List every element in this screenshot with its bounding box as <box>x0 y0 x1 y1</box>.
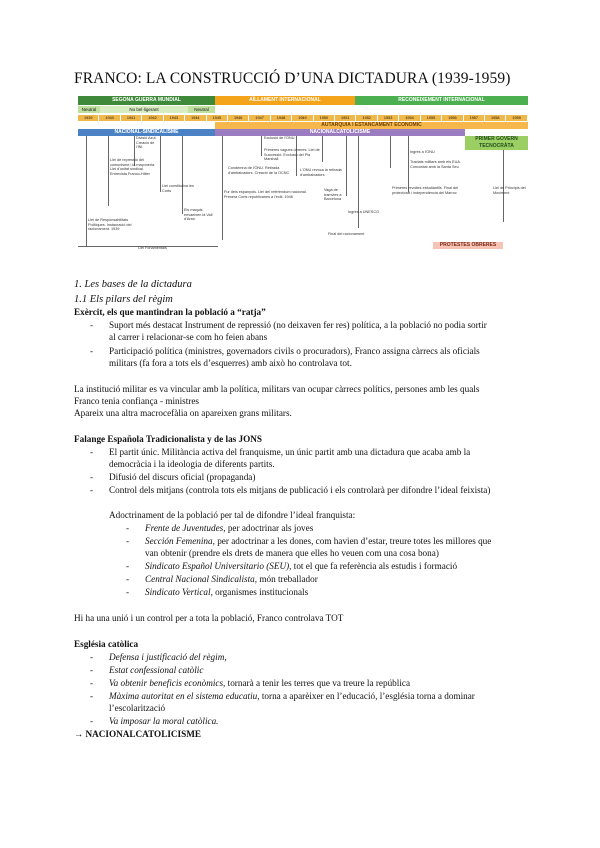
year-label: 1943 <box>164 115 185 121</box>
list-dash: - <box>90 716 94 726</box>
year-label: 1941 <box>121 115 142 121</box>
sub-list-item: Sindicato Vertical, organismes institucionals <box>145 587 309 597</box>
note: Llei de Responsabilitats Polítiques. Instauració del racionament. 1939 <box>88 218 132 232</box>
list-dash: - <box>90 320 94 330</box>
list-item: Màxima autoritat en el sistema educatiu, torna a aparèixer en l’educació, l’església torna a dominar <box>109 691 475 701</box>
note: Llei Fonamentals <box>138 246 167 250</box>
paragraph: Adoctrinament de la població per tal de difondre l’ideal franquista: <box>109 510 356 520</box>
year-label: 1945 <box>207 115 228 121</box>
list-dash: - <box>90 665 94 675</box>
sub-list-item: Sindicato Español Universitario (SEU), tot el que fa referència als estudis i formació <box>145 561 458 571</box>
year-label: 1944 <box>185 115 206 121</box>
list-dash: - <box>126 574 130 584</box>
year-label: 1946 <box>228 115 249 121</box>
list-dash: - <box>90 691 94 701</box>
sub-list-item: Sección Femenina, per adoctrinar a les dones, com havien d’estar, treure totes les millores que <box>145 536 492 546</box>
year-label: 1957 <box>464 115 485 121</box>
falange-heading: Falange Española Tradicionalista y de las JONS <box>74 434 263 444</box>
note: Vaga de tramvies a Barcelona <box>324 188 342 202</box>
sub-neutral-2: Neutral <box>188 106 215 113</box>
list-item: militars (fa fora a tots els d’esquerres) amb això ho controlava tot. <box>109 358 352 368</box>
list-item: Va imposar la moral catòlica. <box>109 716 219 726</box>
timeline-figure <box>78 96 528 254</box>
list-dash: - <box>90 652 94 662</box>
year-label: 1949 <box>292 115 313 121</box>
paragraph: Hi ha una unió i un control per a tota la població, Franco controlava TOT <box>74 613 344 623</box>
note: Primeres vagues obreres. Llei de Successió. Exclusió del Pla Marshall <box>264 148 320 162</box>
list-item: democràcia i la ideologia de diferents partits. <box>109 459 275 469</box>
list-item: Participació política (ministres, governadors civils o procuradors), Franco assigna càrrecs als oficials <box>109 346 480 356</box>
sub-neutral-1: Neutral <box>78 106 100 113</box>
year-label: 1951 <box>335 115 356 121</box>
note: L'ONU revoca la retirada d'ambaixadors <box>300 168 342 177</box>
band-isolation: AÏLLAMENT INTERNACIONAL <box>215 96 355 105</box>
note: Tractats militars amb els EUA. Concordat amb la Santa Seu <box>410 160 461 169</box>
note: Ingrés a UNESCO <box>348 210 380 214</box>
list-dash: - <box>90 485 94 495</box>
note: Ingrés a l'ONU <box>410 150 435 154</box>
paragraph: Apareix una altra macrocefàlia on apareixen grans militars. <box>74 408 292 418</box>
exercit-heading: Exèrcit, els que mantindran la població a “ratja” <box>74 307 266 317</box>
year-label: 1952 <box>356 115 377 121</box>
band-nacionalcatolicisme: NACIONALCATOLICISME <box>215 129 465 136</box>
band-autarky: AUTARQUIA I ESTANCAMENT ECONÒMIC <box>215 122 528 129</box>
list-dash: - <box>126 536 130 546</box>
list-item: Control dels mitjans (controla tots els mitjans de publicació i els controlarà per difondre l’ideal feixista) <box>109 485 491 495</box>
subsection-heading: 1.1 Els pilars del règim <box>74 294 173 305</box>
list-dash: - <box>90 447 94 457</box>
list-dash: - <box>126 587 130 597</box>
year-label: 1947 <box>249 115 270 121</box>
note: Els maquis envaeixen la Vall d'Aran <box>184 208 213 222</box>
list-dash: - <box>126 561 130 571</box>
year-label: 1948 <box>271 115 292 121</box>
year-label: 1958 <box>485 115 506 121</box>
note: Exclusió de l'ONU <box>264 136 295 140</box>
paragraph: Franco tenia confiança - ministres <box>74 396 200 406</box>
year-label: 1939 <box>78 115 99 121</box>
note: Fur dels espanyols. Llei del referèndum nacional. Primera Corts republicanes a l'exili. 1946 <box>224 190 307 199</box>
band-ww2: SEGONA GUERRA MUNDIAL <box>78 96 215 105</box>
paragraph: La institució militar es va vincular amb la política, militars van ocupar càrrecs polítics, persones amb les quals <box>74 384 480 394</box>
list-item: Va obtenir beneficis econòmics, tornarà a tenir les terres que va treure la república <box>109 678 411 688</box>
sub-list-item: van obtenir (prendre els drets de manera que elles ho veuen com una cosa bona) <box>145 548 439 558</box>
list-dash: - <box>90 472 94 482</box>
note: Condemna de l'ONU. Retirada d'ambaixadors. Creació de la OCNC <box>228 166 290 175</box>
list-dash: - <box>90 346 94 356</box>
list-dash: - <box>126 523 130 533</box>
list-item: El partit únic. Militància activa del franquisme, un únic partit amb una dictadura que acaba amb la <box>109 447 471 457</box>
year-label: 1956 <box>442 115 463 121</box>
esglesia-heading: Església catòlica <box>74 639 139 649</box>
year-label: 1953 <box>378 115 399 121</box>
list-item: l’escolarització <box>109 703 166 713</box>
band-nacional-sindicalisme: NACIONAL-SINDICALISME <box>78 129 215 136</box>
list-dash: - <box>90 678 94 688</box>
page-title: FRANCO: LA CONSTRUCCIÓ D’UNA DICTADURA (1939-1959) <box>74 70 511 87</box>
band-tecnocrata: PRIMER GOVERN TECNOCRÀTA <box>465 136 528 150</box>
conclusion-label: → NACIONALCATOLICISME <box>74 729 202 739</box>
note: Primeres revoltes estudiantils. Final del protectorat i independència del Marroc <box>392 186 459 195</box>
list-item: Difusió del discurs oficial (propaganda) <box>109 472 256 482</box>
note: Final del racionament <box>328 232 365 236</box>
section-heading: 1. Les bases de la dictadura <box>74 279 192 290</box>
list-item: Estat confessional catòlic <box>109 665 204 675</box>
year-label: 1940 <box>99 115 120 121</box>
sub-list-item: Central Nacional Sindicalista, món treballador <box>145 574 318 584</box>
sub-nonbelligerent: No bel·ligerant <box>100 106 188 113</box>
timeline-years <box>78 115 528 121</box>
list-item: al carrer i relacionar-se com ho feien abans <box>109 332 268 342</box>
year-label: 1954 <box>399 115 420 121</box>
note: Llei de Principis del Moviment <box>493 186 526 195</box>
band-recognition: RECONEIXEMENT INTERNACIONAL <box>355 96 528 105</box>
sub-list-item: Frente de Juventudes, per adoctrinar als joves <box>145 523 314 533</box>
year-label: 1959 <box>506 115 527 121</box>
list-item: Suport més destacat Instrument de repressió (no deixaven fer res) política, a la població no podia sortir <box>109 320 487 330</box>
year-label: 1950 <box>314 115 335 121</box>
year-label: 1942 <box>142 115 163 121</box>
year-label: 1955 <box>421 115 442 121</box>
list-item: Defensa i justificació del règim, <box>109 652 227 662</box>
note: Llei de repressió del comunisme i la maçoneria. Llei d'unitat sindical. Entrevista Franco-Hitler <box>110 158 156 176</box>
band-protestes: PROTESTES OBRERES <box>433 242 503 249</box>
note: Llei constitutiva les Corts <box>162 184 194 193</box>
note: Divisió Azul. Creació de l'INI <box>136 136 157 150</box>
